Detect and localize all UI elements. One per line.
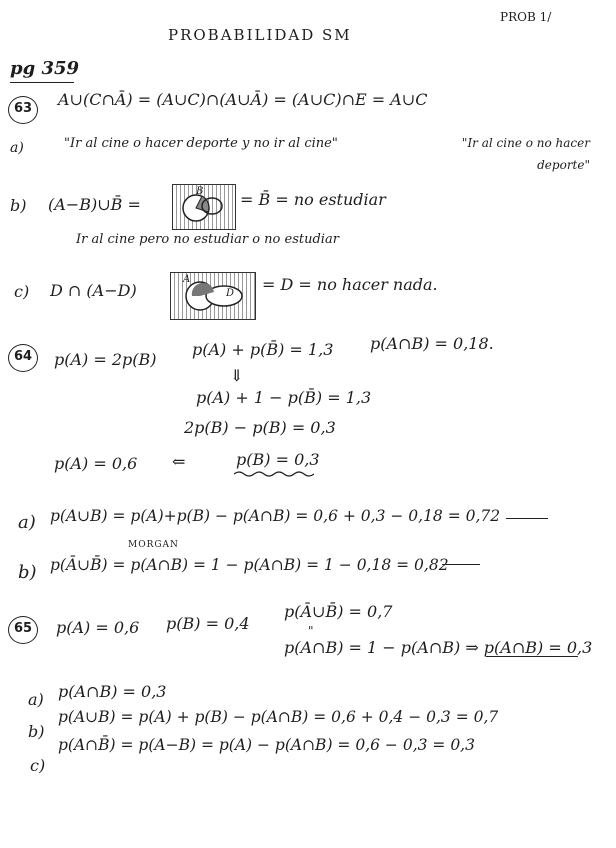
ex65-b-text: p(A∪B) = p(A) + p(B) − p(A∩B) = 0,6 + 0,4 − 0,3 = 0,7	[58, 708, 499, 726]
ex65-c-label: c)	[30, 756, 46, 775]
ex64-left-arrow: ⇐	[172, 452, 186, 471]
venn-c-label-d: D	[226, 288, 235, 299]
exercise-65-number: 65	[8, 616, 38, 644]
ex65-given-1: p(A) = 0,6	[56, 618, 140, 637]
ex64-b-label: b)	[18, 562, 37, 583]
page-title: PROBABILIDAD SM	[168, 26, 352, 44]
ex64-result-underline	[234, 470, 314, 478]
ex65-b-label: b)	[28, 722, 45, 741]
ex64-given-2: p(A) + p(B̄) = 1,3	[192, 340, 334, 359]
ex65-given-3: p(Ā∪B̄) = 0,7	[284, 602, 393, 621]
ex65-equals-mark: "	[308, 624, 314, 638]
page-corner-label: PROB 1/	[500, 10, 552, 24]
ex64-result-pb: p(B) = 0,3	[236, 450, 320, 469]
ex65-line-2: p(A∩B) = 1 − p(A∩B) ⇒ p(A∩B) = 0,3	[284, 638, 593, 657]
ex63-c-result: = D = no hacer nada.	[262, 275, 438, 294]
ex64-step-1: p(A) + 1 − p(B̄) = 1,3	[196, 388, 372, 407]
ex63-c-expression: D ∩ (A−D)	[50, 281, 137, 300]
ex63-b-expression: (A−B)∪B̄ =	[48, 195, 141, 214]
ex65-given-2: p(B) = 0,4	[166, 614, 250, 633]
ex64-step-2: 2p(B) − p(B) = 0,3	[184, 418, 336, 437]
ex64-a-label: a)	[18, 512, 36, 533]
ex64-b-answer-underline	[442, 564, 480, 565]
exercise-64-number: 64	[8, 344, 38, 372]
ex64-morgan-note: MORGAN	[128, 540, 179, 550]
ex63-a-label: a)	[10, 140, 24, 156]
ex64-given-1: p(A) = 2p(B)	[54, 350, 157, 369]
ex64-result-pa: p(A) = 0,6	[54, 454, 138, 473]
exercise-63-number: 63	[8, 96, 38, 124]
ex63-identity: A∪(C∩Ā) = (A∪C)∩(A∪Ā) = (A∪C)∩E = A∪C	[58, 90, 428, 109]
ex63-c-label: c)	[14, 282, 30, 301]
ex65-a-label: a)	[28, 690, 44, 709]
ex64-b-text: p(Ā∪B̄) = p(A∩B) = 1 − p(A∩B) = 1 − 0,18 = 0,82	[50, 556, 449, 574]
ex65-c-text: p(A∩B̄) = p(A−B) = p(A) − p(A∩B) = 0,6 − 0,3 = 0,3	[58, 736, 475, 754]
ex63-a-text: "Ir al cine o hacer deporte y no ir al cine"	[64, 136, 338, 151]
ex64-given-3: p(A∩B) = 0,18.	[370, 334, 494, 353]
ex63-b-note: Ir al cine pero no estudiar o no estudiar	[76, 232, 339, 247]
page-reference: pg 359	[10, 58, 80, 79]
ex63-b-result: = B̄ = no estudiar	[240, 190, 386, 209]
ex64-a-answer-underline	[506, 518, 548, 519]
ex65-result-underline	[486, 656, 578, 657]
ex63-b-label: b)	[10, 196, 27, 215]
page-reference-underline	[10, 82, 74, 83]
venn-c-label-a: A	[183, 274, 191, 285]
ex64-a-text: p(A∪B) = p(A)+p(B) − p(A∩B) = 0,6 + 0,3 − 0,18 = 0,72	[50, 507, 501, 525]
ex64-implies-arrow: ⇓	[230, 366, 244, 385]
ex65-a-text: p(A∩B) = 0,3	[58, 682, 167, 701]
venn-b-label: B	[196, 186, 204, 197]
ex63-a-answer: "Ir al cine o no hacer deporte"	[461, 136, 590, 172]
